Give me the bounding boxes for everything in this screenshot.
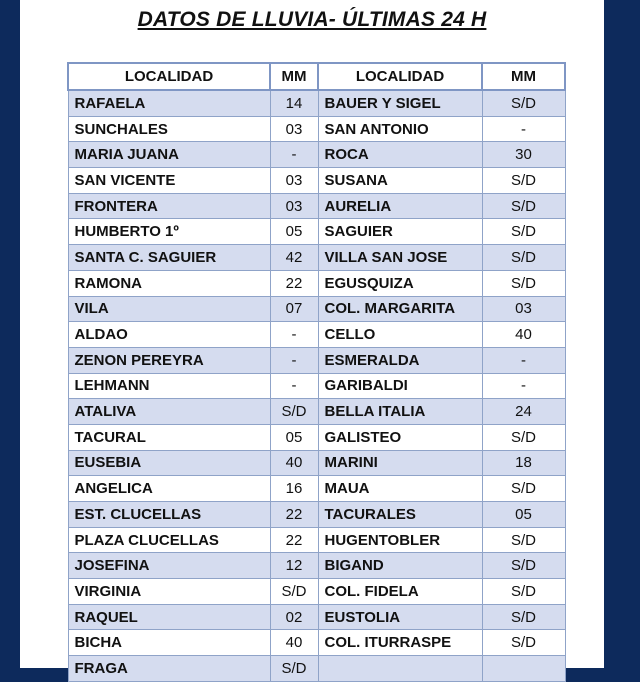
location-cell: ALDAO <box>68 322 270 348</box>
rainfall-mm-cell: 12 <box>270 553 318 579</box>
rainfall-mm-cell: S/D <box>482 245 565 271</box>
rainfall-mm-cell: S/D <box>482 168 565 194</box>
location-cell: EUSEBIA <box>68 450 270 476</box>
location-cell: BAUER Y SIGEL <box>318 90 482 116</box>
location-cell: ATALIVA <box>68 399 270 425</box>
location-cell: GARIBALDI <box>318 373 482 399</box>
rainfall-mm-cell: S/D <box>482 604 565 630</box>
rainfall-mm-cell: - <box>270 347 318 373</box>
location-cell: ZENON PEREYRA <box>68 347 270 373</box>
location-cell: EST. CLUCELLAS <box>68 502 270 528</box>
rainfall-mm-cell: - <box>482 347 565 373</box>
header-localidad-1: LOCALIDAD <box>68 63 270 90</box>
location-cell: COL. FIDELA <box>318 579 482 605</box>
location-cell: VILA <box>68 296 270 322</box>
location-cell: PLAZA CLUCELLAS <box>68 527 270 553</box>
table-row <box>68 219 565 245</box>
location-cell <box>318 656 482 682</box>
rainfall-mm-cell: 07 <box>270 296 318 322</box>
table-row <box>68 527 565 553</box>
location-cell: RAMONA <box>68 270 270 296</box>
table-header-row <box>68 63 565 90</box>
table-row <box>68 450 565 476</box>
location-cell: MARIA JUANA <box>68 142 270 168</box>
rainfall-mm-cell: S/D <box>270 399 318 425</box>
rainfall-mm-cell: 05 <box>482 502 565 528</box>
location-cell: MAUA <box>318 476 482 502</box>
location-cell: VILLA SAN JOSE <box>318 245 482 271</box>
rainfall-mm-cell: S/D <box>482 527 565 553</box>
rainfall-mm-cell: 05 <box>270 219 318 245</box>
rainfall-mm-cell: - <box>482 373 565 399</box>
location-cell: AURELIA <box>318 193 482 219</box>
rainfall-mm-cell: S/D <box>482 90 565 116</box>
rainfall-table <box>67 62 566 682</box>
rainfall-mm-cell: 03 <box>270 116 318 142</box>
location-cell: SAN VICENTE <box>68 168 270 194</box>
rainfall-mm-cell: - <box>270 322 318 348</box>
table-row <box>68 347 565 373</box>
location-cell: GALISTEO <box>318 424 482 450</box>
rainfall-mm-cell: 03 <box>270 168 318 194</box>
header-localidad-2: LOCALIDAD <box>318 63 482 90</box>
rainfall-mm-cell: 42 <box>270 245 318 271</box>
location-cell: COL. ITURRASPE <box>318 630 482 656</box>
rainfall-mm-cell: S/D <box>482 219 565 245</box>
location-cell: BICHA <box>68 630 270 656</box>
table-row <box>68 193 565 219</box>
location-cell: RAQUEL <box>68 604 270 630</box>
location-cell: ESMERALDA <box>318 347 482 373</box>
location-cell: CELLO <box>318 322 482 348</box>
location-cell: ANGELICA <box>68 476 270 502</box>
table-row <box>68 168 565 194</box>
rainfall-mm-cell: - <box>482 116 565 142</box>
location-cell: MARINI <box>318 450 482 476</box>
location-cell: COL. MARGARITA <box>318 296 482 322</box>
location-cell: HUGENTOBLER <box>318 527 482 553</box>
table-row <box>68 142 565 168</box>
rainfall-mm-cell: 02 <box>270 604 318 630</box>
table-row <box>68 604 565 630</box>
table-row <box>68 90 565 116</box>
document-page <box>20 0 604 677</box>
location-cell: ROCA <box>318 142 482 168</box>
rainfall-mm-cell: S/D <box>270 656 318 682</box>
table-row <box>68 579 565 605</box>
table-row <box>68 553 565 579</box>
location-cell: LEHMANN <box>68 373 270 399</box>
rainfall-mm-cell: S/D <box>482 424 565 450</box>
location-cell: SANTA C. SAGUIER <box>68 245 270 271</box>
table-row <box>68 322 565 348</box>
location-cell: BIGAND <box>318 553 482 579</box>
location-cell: EGUSQUIZA <box>318 270 482 296</box>
table-row <box>68 245 565 271</box>
location-cell: SAGUIER <box>318 219 482 245</box>
table-row <box>68 424 565 450</box>
location-cell: SAN ANTONIO <box>318 116 482 142</box>
rainfall-mm-cell <box>482 656 565 682</box>
location-cell: FRONTERA <box>68 193 270 219</box>
rainfall-mm-cell: - <box>270 142 318 168</box>
rainfall-mm-cell: S/D <box>482 579 565 605</box>
table-body <box>68 90 565 681</box>
table-row <box>68 270 565 296</box>
location-cell: FRAGA <box>68 656 270 682</box>
rainfall-mm-cell: 22 <box>270 270 318 296</box>
location-cell: BELLA ITALIA <box>318 399 482 425</box>
rainfall-mm-cell: 22 <box>270 527 318 553</box>
rainfall-mm-cell: 40 <box>482 322 565 348</box>
rainfall-mm-cell: 16 <box>270 476 318 502</box>
rainfall-mm-cell: 22 <box>270 502 318 528</box>
rainfall-mm-cell: S/D <box>482 553 565 579</box>
rainfall-mm-cell: - <box>270 373 318 399</box>
rainfall-mm-cell: 30 <box>482 142 565 168</box>
rainfall-mm-cell: 03 <box>270 193 318 219</box>
rainfall-mm-cell: 14 <box>270 90 318 116</box>
rainfall-mm-cell: S/D <box>482 630 565 656</box>
table-row <box>68 502 565 528</box>
table-row <box>68 399 565 425</box>
rainfall-mm-cell: 05 <box>270 424 318 450</box>
table-row <box>68 116 565 142</box>
location-cell: RAFAELA <box>68 90 270 116</box>
location-cell: SUSANA <box>318 168 482 194</box>
location-cell: TACURALES <box>318 502 482 528</box>
rainfall-mm-cell: S/D <box>270 579 318 605</box>
table-row <box>68 630 565 656</box>
rainfall-mm-cell: 18 <box>482 450 565 476</box>
table-row <box>68 373 565 399</box>
rainfall-mm-cell: 24 <box>482 399 565 425</box>
header-mm-2: MM <box>482 63 565 90</box>
rainfall-mm-cell: S/D <box>482 193 565 219</box>
table-row <box>68 476 565 502</box>
rainfall-mm-cell: 03 <box>482 296 565 322</box>
location-cell: JOSEFINA <box>68 553 270 579</box>
location-cell: HUMBERTO 1º <box>68 219 270 245</box>
page-title: DATOS DE LLUVIA- ÚLTIMAS 24 H <box>137 8 487 31</box>
table-row <box>68 656 565 682</box>
rainfall-mm-cell: S/D <box>482 270 565 296</box>
location-cell: EUSTOLIA <box>318 604 482 630</box>
location-cell: VIRGINIA <box>68 579 270 605</box>
rainfall-mm-cell: 40 <box>270 450 318 476</box>
location-cell: SUNCHALES <box>68 116 270 142</box>
rainfall-mm-cell: 40 <box>270 630 318 656</box>
table-row <box>68 296 565 322</box>
rainfall-mm-cell: S/D <box>482 476 565 502</box>
location-cell: TACURAL <box>68 424 270 450</box>
header-mm-1: MM <box>270 63 318 90</box>
